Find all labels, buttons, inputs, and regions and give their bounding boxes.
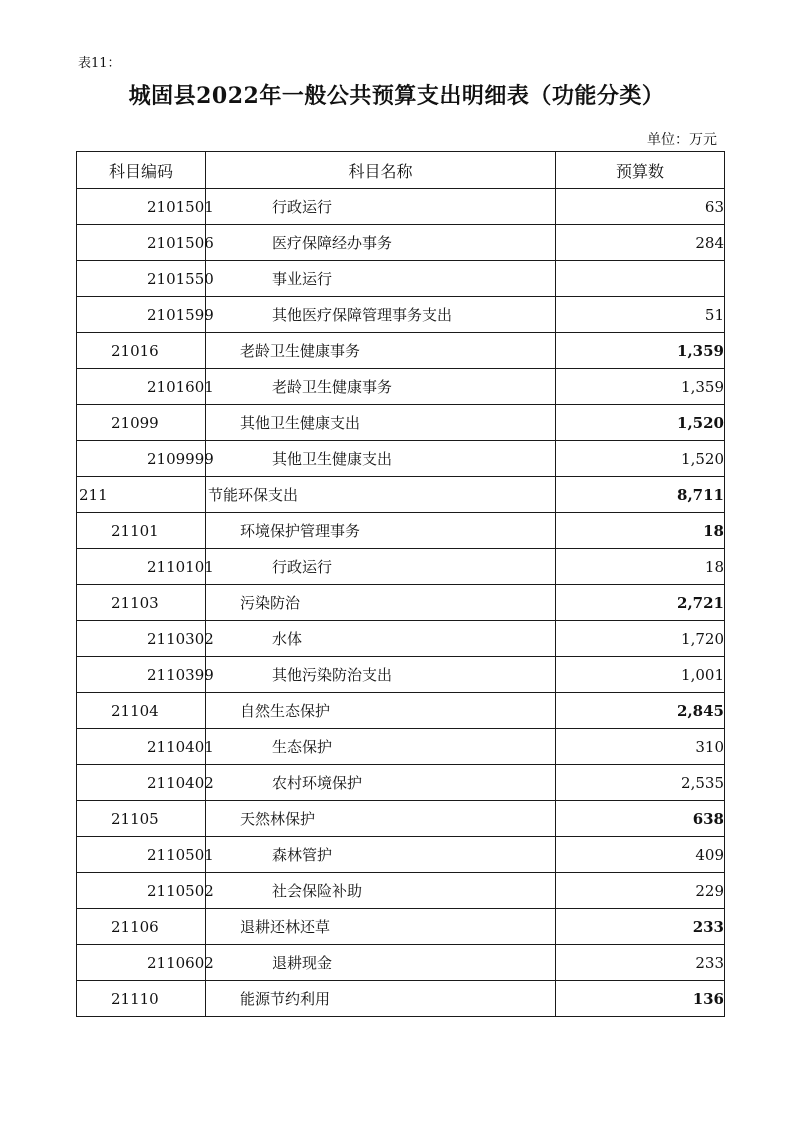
cell-code: 21105 xyxy=(77,801,206,837)
cell-amount: 8,711 xyxy=(556,477,725,513)
cell-amount: 1,359 xyxy=(556,333,725,369)
cell-name: 其他医疗保障管理事务支出 xyxy=(206,297,556,333)
cell-name: 节能环保支出 xyxy=(206,477,556,513)
cell-code: 2101599 xyxy=(77,297,206,333)
cell-code: 2101506 xyxy=(77,225,206,261)
cell-code: 21099 xyxy=(77,405,206,441)
unit-label: 单位：万元 xyxy=(647,132,717,148)
cell-amount: 284 xyxy=(556,225,725,261)
header-name: 科目名称 xyxy=(206,152,556,189)
cell-amount: 1,720 xyxy=(556,621,725,657)
cell-name: 老龄卫生健康事务 xyxy=(206,369,556,405)
table-row xyxy=(77,909,725,945)
cell-name: 社会保险补助 xyxy=(206,873,556,909)
header-amount: 预算数 xyxy=(556,152,725,189)
table-row xyxy=(77,477,725,513)
cell-code: 2101501 xyxy=(77,189,206,225)
cell-amount: 51 xyxy=(556,297,725,333)
table-row xyxy=(77,621,725,657)
table-row xyxy=(77,333,725,369)
table-row xyxy=(77,297,725,333)
table-row xyxy=(77,765,725,801)
table-row xyxy=(77,585,725,621)
cell-amount: 310 xyxy=(556,729,725,765)
cell-amount: 2,845 xyxy=(556,693,725,729)
cell-amount: 229 xyxy=(556,873,725,909)
cell-amount: 2,721 xyxy=(556,585,725,621)
cell-code: 2110501 xyxy=(77,837,206,873)
cell-name: 行政运行 xyxy=(206,549,556,585)
table-row xyxy=(77,261,725,297)
budget-table xyxy=(76,151,725,1017)
cell-amount: 1,001 xyxy=(556,657,725,693)
cell-code: 2110402 xyxy=(77,765,206,801)
cell-code: 2110399 xyxy=(77,657,206,693)
cell-amount: 233 xyxy=(556,945,725,981)
cell-name: 自然生态保护 xyxy=(206,693,556,729)
cell-amount: 233 xyxy=(556,909,725,945)
cell-code: 2101550 xyxy=(77,261,206,297)
cell-code: 21104 xyxy=(77,693,206,729)
table-row xyxy=(77,549,725,585)
cell-amount: 18 xyxy=(556,549,725,585)
cell-name: 水体 xyxy=(206,621,556,657)
cell-code: 2109999 xyxy=(77,441,206,477)
cell-name: 森林管护 xyxy=(206,837,556,873)
table-number-label: 表11： xyxy=(78,56,121,71)
cell-amount: 18 xyxy=(556,513,725,549)
cell-name: 生态保护 xyxy=(206,729,556,765)
cell-amount: 1,359 xyxy=(556,369,725,405)
cell-name: 其他污染防治支出 xyxy=(206,657,556,693)
cell-code: 21016 xyxy=(77,333,206,369)
table-row xyxy=(77,225,725,261)
table-body xyxy=(77,189,725,1017)
cell-code: 2110502 xyxy=(77,873,206,909)
cell-amount: 1,520 xyxy=(556,441,725,477)
cell-name: 能源节约利用 xyxy=(206,981,556,1017)
table-row xyxy=(77,405,725,441)
cell-amount: 2,535 xyxy=(556,765,725,801)
table-header-row xyxy=(77,152,725,189)
table-row xyxy=(77,801,725,837)
cell-name: 事业运行 xyxy=(206,261,556,297)
cell-name: 天然林保护 xyxy=(206,801,556,837)
table-row xyxy=(77,657,725,693)
cell-name: 退耕现金 xyxy=(206,945,556,981)
cell-code: 2110602 xyxy=(77,945,206,981)
cell-code: 21101 xyxy=(77,513,206,549)
table-row xyxy=(77,513,725,549)
cell-name: 农村环境保护 xyxy=(206,765,556,801)
table-row xyxy=(77,981,725,1017)
cell-name: 行政运行 xyxy=(206,189,556,225)
cell-code: 2101601 xyxy=(77,369,206,405)
cell-amount xyxy=(556,261,725,297)
table-row xyxy=(77,837,725,873)
cell-amount: 409 xyxy=(556,837,725,873)
cell-code: 211 xyxy=(77,477,206,513)
cell-name: 环境保护管理事务 xyxy=(206,513,556,549)
table-row xyxy=(77,945,725,981)
cell-amount: 638 xyxy=(556,801,725,837)
cell-code: 21110 xyxy=(77,981,206,1017)
cell-name: 医疗保障经办事务 xyxy=(206,225,556,261)
table-row xyxy=(77,369,725,405)
page-title: 城固县2022年一般公共预算支出明细表（功能分类） xyxy=(128,83,665,109)
table-row xyxy=(77,189,725,225)
cell-name: 老龄卫生健康事务 xyxy=(206,333,556,369)
table-row xyxy=(77,729,725,765)
table-row xyxy=(77,693,725,729)
cell-name: 污染防治 xyxy=(206,585,556,621)
cell-code: 2110401 xyxy=(77,729,206,765)
cell-amount: 63 xyxy=(556,189,725,225)
table-row xyxy=(77,441,725,477)
cell-code: 21106 xyxy=(77,909,206,945)
cell-name: 退耕还林还草 xyxy=(206,909,556,945)
cell-code: 2110302 xyxy=(77,621,206,657)
cell-name: 其他卫生健康支出 xyxy=(206,405,556,441)
cell-amount: 1,520 xyxy=(556,405,725,441)
cell-amount: 136 xyxy=(556,981,725,1017)
table-row xyxy=(77,873,725,909)
cell-code: 21103 xyxy=(77,585,206,621)
cell-code: 2110101 xyxy=(77,549,206,585)
cell-name: 其他卫生健康支出 xyxy=(206,441,556,477)
header-code: 科目编码 xyxy=(77,152,206,189)
